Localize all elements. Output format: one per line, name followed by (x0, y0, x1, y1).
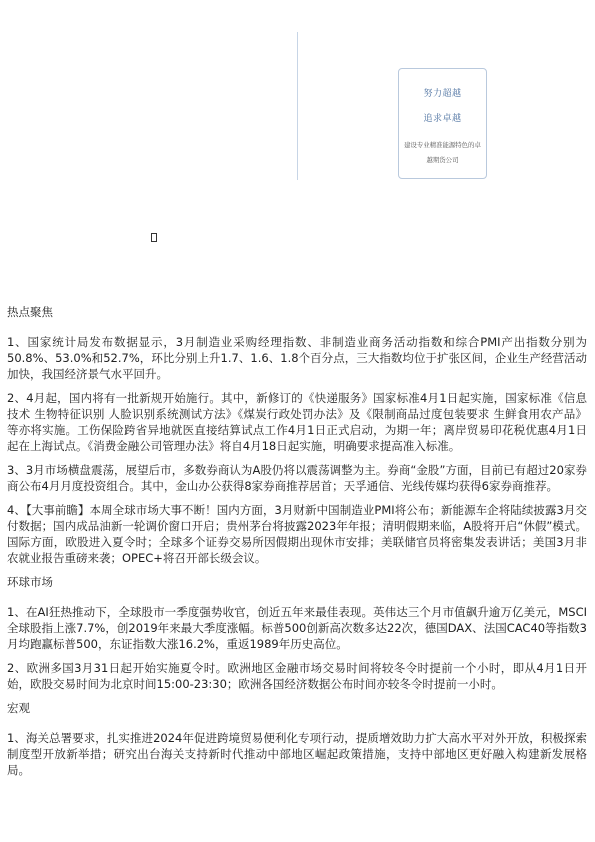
section-heading: 热点聚焦 (7, 305, 53, 319)
section-hot-focus (7, 304, 587, 566)
section-global-markets (7, 574, 587, 692)
section-heading: 宏观 (7, 701, 30, 715)
slogan-line-1: 努力超越 (423, 89, 462, 99)
paragraph: 4、【大事前瞻】本周全球市场大事不断！国内方面，3月财新中国制造业PMI将公布；新能源车企将陆续披露3月交付数据；国内成品油新一轮调价窗口开启；贵州茅台将披露2023年年报；清明假期来临，A股将开启“休假”模式。国际方面，欧股进入夏令时；全球多个证券交易所因假期出现休市安排；美联储官员将密集发表讲话；美国3月非农就业报告重磅来袭；OPEC+将召开部长级会议。 (7, 503, 587, 565)
section-heading: 环球市场 (7, 575, 53, 589)
paragraph: 2、欧洲多国3月31日起开始实施夏令时。欧洲地区金融市场交易时间将较冬令时提前一个小时，即从4月1日开始，欧股交易时间为北京时间15:00-23:30；欧洲各国经济数据公布时间亦较冬令时提前一小时。 (7, 661, 587, 691)
paragraph: 1、国家统计局发布数据显示，3月制造业采购经理指数、非制造业商务活动指数和综合PMI产出指数分别为50.8%、53.0%和52.7%，环比分别上升1.7、1.6、1.8个百分点，三大指数均位于扩张区间，企业生产经营活动加快，我国经济景气水平回升。 (7, 335, 587, 381)
paragraph: 2、4月起，国内将有一批新规开始施行。其中，新修订的《快递服务》国家标准4月1日起实施，国家标准《信息技术 生物特征识别 人脸识别系统测试方法》《煤炭行政处罚办法》及《限制商品过度包装要求 生鲜食用农产品》等亦将实施。工伤保险跨省异地就医直接结算试点工作4月1日正式启动，为期一年；离岸贸易印花税优惠4月1日起在上海试点。《消费金融公司管理办法》将自4月18日起实施，明确要求提高准入标准。 (7, 391, 587, 453)
slogan-tagline: 建设专业精准能源特色的卓越期货公司 (404, 141, 481, 164)
missing-glyph-icon (151, 233, 157, 242)
paragraph: 1、在AI狂热推动下，全球股市一季度强势收官，创近五年来最佳表现。英伟达三个月市值飙升逾万亿美元，MSCI全球股指上涨7.7%，创2019年来最大季度涨幅。标普500创新高次数多达22次，德国DAX、法国CAC40等指数3月均跑赢标普500，东证指数大涨16.2%，重返1989年历史高位。 (7, 605, 587, 651)
header-divider-line (297, 32, 298, 180)
company-slogan-card (398, 68, 487, 179)
slogan-line-2: 追求卓越 (423, 114, 462, 124)
section-macro (7, 700, 587, 778)
paragraph: 1、海关总署要求，扎实推进2024年促进跨境贸易便利化专项行动，提质增效助力扩大高水平对外开放，积极探索制度型开放新举措；研究出台海关支持新时代推动中部地区崛起政策措施，支持中部地区更好融入构建新发展格局。 (7, 731, 587, 777)
paragraph: 3、3月市场横盘震荡，展望后市，多数券商认为A股仍将以震荡调整为主。券商“金股”方面，目前已有超过20家券商公布4月月度投资组合。其中，金山办公获得8家券商推荐居首；天孚通信、光线传媒均获得6家券商推荐。 (7, 463, 587, 493)
document-body (7, 304, 587, 786)
